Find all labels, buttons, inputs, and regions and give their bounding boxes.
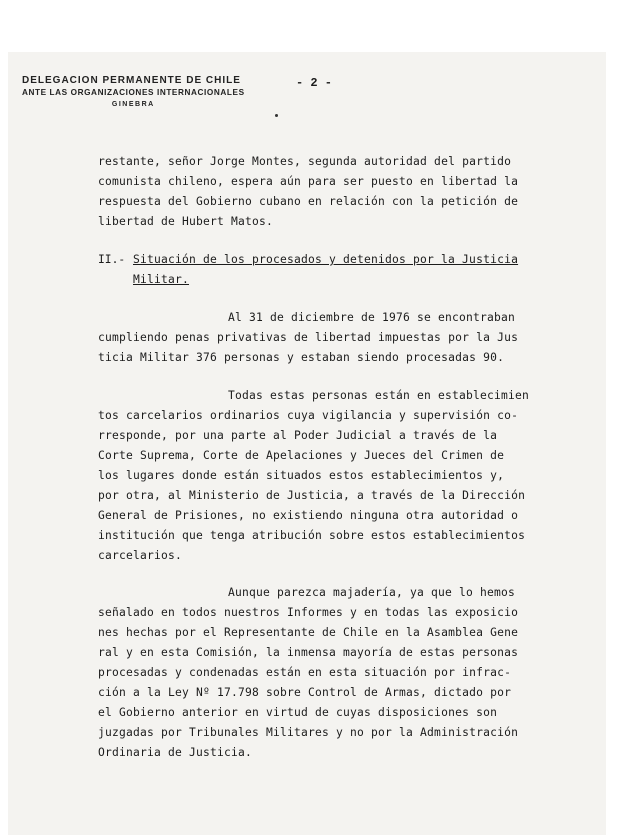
para1-line: restante, señor Jorge Montes, segunda autoridad del partido: [98, 155, 512, 168]
para3-line: carcelarios.: [98, 549, 183, 562]
para4-line: nes hechas por el Representante de Chile en la Asamblea Gene: [98, 626, 519, 639]
ink-dot: [275, 114, 278, 117]
para3-line: Todas estas personas están en establecimien: [228, 389, 530, 402]
para3-line: rresponde, por una parte al Poder Judicial a través de la: [98, 429, 498, 442]
para4-line: Aunque parezca majadería, ya que lo hemos: [228, 586, 516, 599]
letterhead-line-2: ANTE LAS ORGANIZACIONES INTERNACIONALES: [22, 88, 245, 97]
para4-line: el Gobierno anterior en virtud de cuyas disposiciones son: [98, 706, 498, 719]
para2-line: cumpliendo penas privativas de libertad impuestas por la Jus: [98, 331, 519, 344]
para3-line: General de Prisiones, no existiendo ninguna otra autoridad o: [98, 509, 519, 522]
para1-line: libertad de Hubert Matos.: [98, 215, 274, 228]
para3-line: tos carcelarios ordinarios cuya vigilancia y supervisión co-: [98, 409, 519, 422]
para1-line: comunista chileno, espera aún para ser puesto en libertad la: [98, 175, 519, 188]
para4-line: ral y en esta Comisión, la inmensa mayoría de estas personas: [98, 646, 519, 659]
para4-line: ción a la Ley Nº 17.798 sobre Control de Armas, dictado por: [98, 686, 512, 699]
section-number: II.-: [98, 253, 126, 266]
para1-line: respuesta del Gobierno cubano en relación con la petición de: [98, 195, 519, 208]
section-title: Militar.: [133, 273, 190, 286]
para4-line: señalado en todos nuestros Informes y en todas las exposicio: [98, 606, 519, 619]
para2-line: ticia Militar 376 personas y estaban siendo procesadas 90.: [98, 351, 505, 364]
para4-line: procesadas y condenadas están en esta situación por infrac-: [98, 666, 512, 679]
letterhead: [22, 75, 245, 108]
para4-line: juzgadas por Tribunales Militares y no por la Administración: [98, 726, 519, 739]
para2-line: Al 31 de diciembre de 1976 se encontraban: [228, 311, 516, 324]
para3-line: por otra, al Ministerio de Justicia, a través de la Dirección: [98, 489, 526, 502]
para3-line: los lugares donde están situados estos establecimientos y,: [98, 469, 505, 482]
para3-line: Corte Suprema, Corte de Apelaciones y Jueces del Crimen de: [98, 449, 505, 462]
para3-line: institución que tenga atribución sobre estos establecimientos: [98, 529, 526, 542]
page-number: - 2 -: [296, 76, 333, 90]
letterhead-line-3: GINEBRA: [111, 101, 155, 108]
section-title: Situación de los procesados y detenidos por la Justicia: [133, 253, 519, 266]
letterhead-line-1: DELEGACION PERMANENTE DE CHILE: [22, 75, 241, 86]
para4-line: Ordinaria de Justicia.: [98, 746, 253, 759]
